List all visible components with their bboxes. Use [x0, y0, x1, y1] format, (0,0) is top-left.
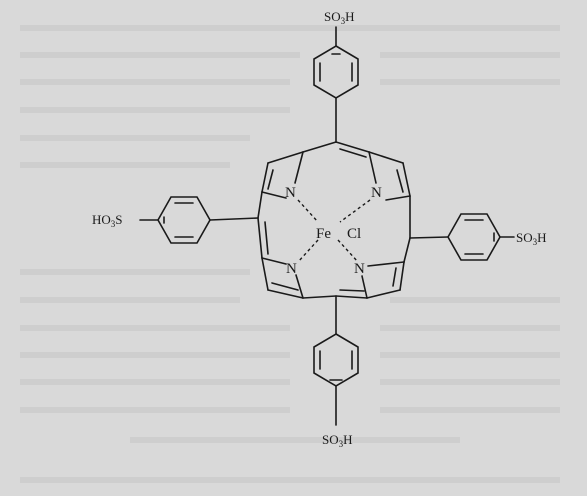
coordination-bond-ur	[340, 200, 370, 222]
left-meso-bond	[210, 218, 258, 220]
pyrrole-upper-left	[258, 142, 336, 218]
left-phenyl-group	[92, 197, 258, 243]
top-sulfonate-label: $SO_3H$	[324, 9, 355, 26]
right-meso-bond	[410, 237, 448, 238]
bottom-phenyl-group	[314, 296, 358, 449]
nitrogen-upper-left: N	[285, 185, 296, 201]
nitrogen-lower-left: N	[286, 261, 297, 277]
nitrogen-upper-right: N	[371, 185, 382, 201]
left-benzene-ring	[158, 197, 210, 243]
pyrrole-lower-right	[336, 238, 410, 298]
nitrogen-lower-right: N	[354, 261, 365, 277]
left-sulfonate-label: $HO_3S$	[92, 212, 123, 229]
porphyrin-core	[258, 142, 410, 298]
right-benzene-ring	[448, 214, 500, 260]
bottom-sulfonate-label: $SO_3H$	[322, 432, 353, 449]
coordination-bond-ll	[298, 240, 318, 262]
chloride-ligand-label: Cl	[347, 226, 362, 242]
iron-center-label: Fe	[316, 226, 331, 242]
coordination-bond-ul	[298, 200, 318, 222]
right-sulfonate-label: $SO_3H$	[516, 230, 547, 247]
right-phenyl-group	[410, 214, 547, 260]
coordination-bond-lr	[338, 240, 358, 262]
